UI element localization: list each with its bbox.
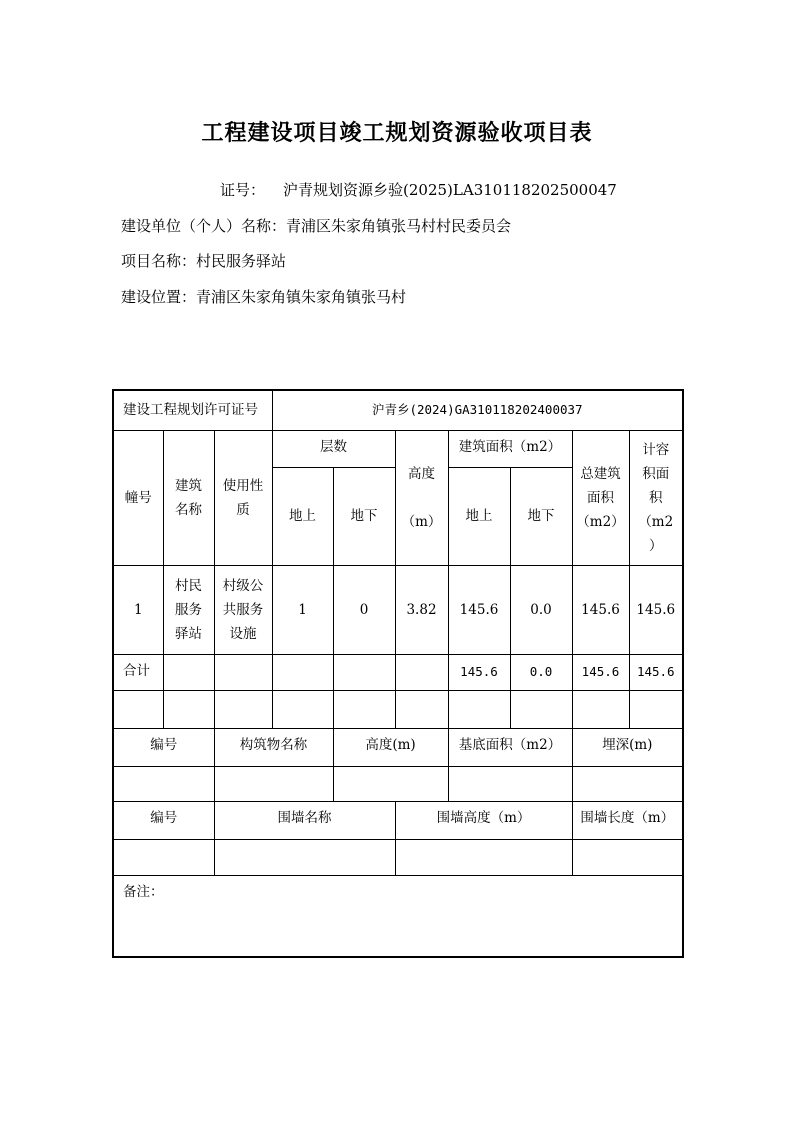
unit-value: 青浦区朱家角镇张马村村民委员会 bbox=[286, 217, 512, 235]
unit-line bbox=[121, 215, 511, 236]
row-area-above: 145.6 bbox=[448, 565, 510, 654]
row-name: 村民 服务 驿站 bbox=[163, 565, 214, 654]
header-building-no: 幢号 bbox=[113, 430, 163, 565]
header-floors-below: 地下 bbox=[333, 467, 395, 565]
header-total-area: 总建筑 面积 （m2） bbox=[572, 430, 629, 565]
wall-no-header: 编号 bbox=[113, 801, 214, 839]
structure-empty-row bbox=[113, 766, 683, 801]
row-usage: 村级公 共服务 设施 bbox=[214, 565, 272, 654]
row-total-area: 145.6 bbox=[572, 565, 629, 654]
header-floors-above: 地上 bbox=[272, 467, 333, 565]
total-row bbox=[113, 654, 683, 690]
header-area: 建筑面积（m2） bbox=[448, 430, 572, 467]
certificate-line bbox=[220, 179, 617, 200]
structure-height-header: 高度(m) bbox=[333, 728, 448, 766]
wall-empty-row bbox=[113, 839, 683, 875]
header-area-below: 地下 bbox=[510, 467, 572, 565]
header-floors: 层数 bbox=[272, 430, 395, 467]
structure-header-row bbox=[113, 728, 683, 766]
wall-length-header: 围墙长度（m） bbox=[572, 801, 683, 839]
project-value: 村民服务驿站 bbox=[196, 252, 287, 270]
location-value: 青浦区朱家角镇朱家角镇张马村 bbox=[196, 288, 407, 306]
wall-name-header: 围墙名称 bbox=[214, 801, 395, 839]
structure-base-area-header: 基底面积（m2） bbox=[448, 728, 572, 766]
header-height: 高度 （m） bbox=[395, 430, 448, 565]
total-total-area: 145.6 bbox=[572, 654, 629, 690]
row-floors-above: 1 bbox=[272, 565, 333, 654]
page-title: 工程建设项目竣工规划资源验收项目表 bbox=[201, 120, 593, 146]
row-no: 1 bbox=[113, 565, 163, 654]
certificate-label: 证号： bbox=[220, 181, 266, 199]
structure-depth-header: 埋深(m) bbox=[572, 728, 683, 766]
header-building-name: 建筑 名称 bbox=[163, 430, 214, 565]
header-far-area: 计容 积面 积 （m2 ） bbox=[629, 430, 683, 565]
wall-height-header: 围墙高度（m） bbox=[395, 801, 572, 839]
unit-label: 建设单位（个人）名称： bbox=[121, 217, 287, 235]
location-line bbox=[121, 286, 406, 307]
permit-row bbox=[113, 390, 683, 430]
wall-header-row bbox=[113, 801, 683, 839]
row-area-below: 0.0 bbox=[510, 565, 572, 654]
certificate-value: 沪青规划资源乡验(2025)LA310118202500047 bbox=[283, 181, 617, 199]
row-floors-below: 0 bbox=[333, 565, 395, 654]
header-row-1 bbox=[113, 430, 683, 467]
structure-name-header: 构筑物名称 bbox=[214, 728, 333, 766]
acceptance-table bbox=[112, 389, 684, 958]
remarks-label: 备注： bbox=[113, 875, 683, 957]
permit-label: 建设工程规划许可证号 bbox=[113, 390, 272, 430]
structure-no-header: 编号 bbox=[113, 728, 214, 766]
project-label: 项目名称： bbox=[121, 252, 197, 270]
total-label: 合计 bbox=[113, 654, 163, 690]
header-area-above: 地上 bbox=[448, 467, 510, 565]
location-label: 建设位置： bbox=[121, 288, 197, 306]
table-row bbox=[113, 565, 683, 654]
row-height: 3.82 bbox=[395, 565, 448, 654]
total-area-above: 145.6 bbox=[448, 654, 510, 690]
header-usage: 使用性 质 bbox=[214, 430, 272, 565]
remarks-row bbox=[113, 875, 683, 957]
total-area-below: 0.0 bbox=[510, 654, 572, 690]
empty-row bbox=[113, 690, 683, 728]
row-far-area: 145.6 bbox=[629, 565, 683, 654]
project-line bbox=[121, 250, 286, 271]
permit-value: 沪青乡(2024)GA310118202400037 bbox=[272, 390, 683, 430]
total-far-area: 145.6 bbox=[629, 654, 683, 690]
